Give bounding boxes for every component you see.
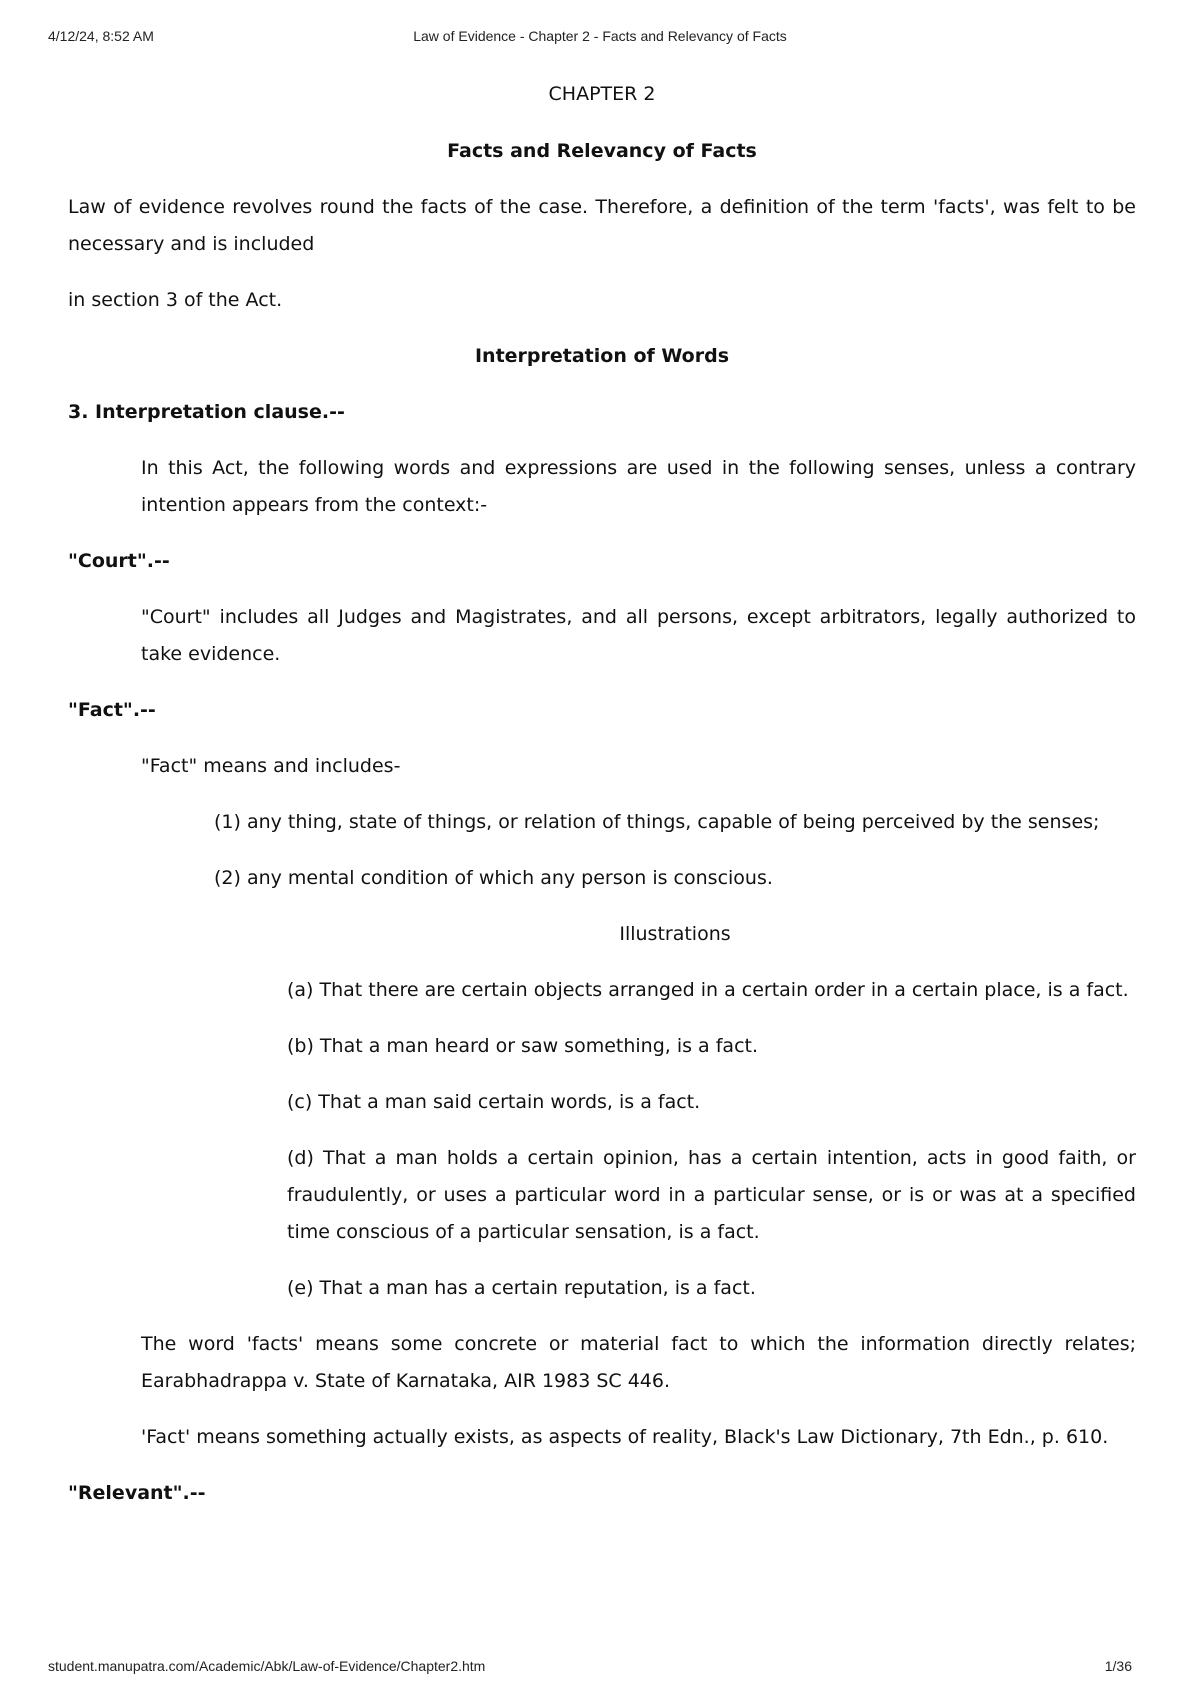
intro-paragraph-continued: in section 3 of the Act.	[68, 289, 283, 311]
section-heading: Interpretation of Words	[474, 345, 730, 367]
illustration-item: (e) That a man has a certain reputation, is a fact.	[287, 1277, 756, 1299]
court-heading: "Court".--	[68, 550, 170, 572]
fact-item: (2) any mental condition of which any person is conscious.	[214, 867, 773, 889]
court-definition: "Court" includes all Judges and Magistrates, and all persons, except arbitrators, legally authorized to take evidence.	[141, 606, 1136, 665]
print-footer	[48, 1658, 1152, 1678]
print-header	[48, 28, 1152, 48]
chapter-number: CHAPTER 2	[548, 83, 656, 105]
illustration-item: (c) That a man said certain words, is a fact.	[287, 1091, 701, 1113]
facts-note: The word 'facts' means some concrete or material fact to which the information directly relates; Earabhadrappa v. State of Karnataka, AIR 1983 SC 446.	[141, 1333, 1136, 1392]
clause-text: In this Act, the following words and expressions are used in the following senses, unless a contrary intention appears from the context:-	[141, 457, 1136, 516]
relevant-heading: "Relevant".--	[68, 1482, 206, 1504]
clause-heading: 3. Interpretation clause.--	[68, 401, 345, 423]
print-page-title: Law of Evidence - Chapter 2 - Facts and Relevancy of Facts	[413, 28, 787, 44]
chapter-title: Facts and Relevancy of Facts	[447, 140, 757, 162]
print-datetime: 4/12/24, 8:52 AM	[48, 28, 154, 44]
fact-heading: "Fact".--	[68, 699, 156, 721]
illustrations-heading: Illustrations	[619, 923, 731, 945]
fact-definition: "Fact" means and includes-	[141, 755, 401, 777]
page-url: student.manupatra.com/Academic/Abk/Law-of-Evidence/Chapter2.htm	[48, 1658, 486, 1674]
facts-note: 'Fact' means something actually exists, as aspects of reality, Black's Law Dictionary, 7th Edn., p. 610.	[141, 1426, 1109, 1448]
page-number: 1/36	[1104, 1658, 1132, 1674]
fact-item: (1) any thing, state of things, or relation of things, capable of being perceived by the senses;	[214, 811, 1100, 833]
document-body	[68, 76, 1136, 1531]
intro-paragraph: Law of evidence revolves round the facts of the case. Therefore, a definition of the term 'facts', was felt to be necessary and is included	[68, 196, 1136, 255]
illustration-item: (d) That a man holds a certain opinion, has a certain intention, acts in good faith, or fraudulently, or uses a particular word in a particular sense, or is or was at a specified time conscious of a particular sensation, is a fact.	[287, 1147, 1136, 1243]
illustration-item: (b) That a man heard or saw something, is a fact.	[287, 1035, 759, 1057]
illustration-item: (a) That there are certain objects arranged in a certain order in a certain place, is a fact.	[287, 979, 1129, 1001]
